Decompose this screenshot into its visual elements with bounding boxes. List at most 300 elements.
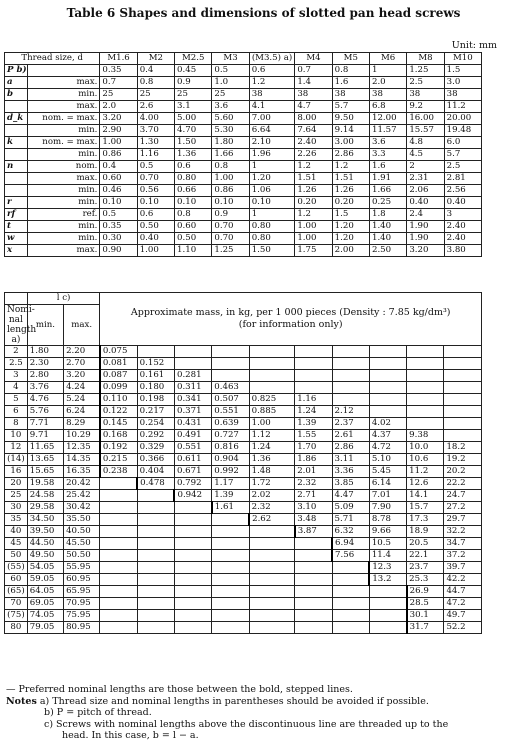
dimension-value: 1.6: [332, 77, 369, 89]
dimension-row: [5, 233, 482, 245]
length-max: 2.20: [64, 346, 100, 358]
dimension-value: 1.26: [295, 185, 332, 197]
length-row: [5, 514, 482, 526]
mass-value: [249, 562, 295, 574]
mass-value: 2.62: [249, 514, 295, 526]
mass-value: 2.02: [249, 490, 295, 502]
dimension-value: 6.64: [249, 125, 295, 137]
length-max: 50.50: [64, 550, 100, 562]
mass-value: 10.5: [369, 538, 406, 550]
mass-value: 7.90: [369, 502, 406, 514]
mass-value: 52.2: [444, 622, 482, 634]
mass-value: 15.7: [407, 502, 444, 514]
mass-value: [100, 502, 137, 514]
dimension-value: 16.00: [407, 113, 444, 125]
thread-size-header: M10: [444, 53, 481, 65]
mass-value: 1.36: [249, 454, 295, 466]
mass-value: 0.825: [249, 394, 295, 406]
mass-value: [407, 382, 444, 394]
length-row: [5, 466, 482, 478]
dimension-qualifier: max.: [27, 101, 100, 113]
length-max: 12.35: [64, 442, 100, 454]
nominal-length: 10: [5, 430, 28, 442]
mass-value: 7.01: [369, 490, 406, 502]
dimension-value: 0.10: [212, 197, 249, 209]
mass-value: 0.087: [100, 370, 137, 382]
dimension-value: 0.40: [407, 197, 444, 209]
dimension-value: 0.8: [332, 65, 369, 77]
thread-size-header: M6: [369, 53, 406, 65]
dimension-value: 1.51: [295, 173, 332, 185]
mass-value: [369, 370, 406, 382]
length-min: 79.05: [27, 622, 63, 634]
dimension-value: 0.40: [444, 197, 481, 209]
mass-value: 0.551: [212, 406, 249, 418]
dimension-value: 1: [249, 209, 295, 221]
dimension-value: 1.25: [407, 65, 444, 77]
mass-value: 1.16: [295, 394, 332, 406]
dimension-symbol: d_k: [5, 113, 28, 125]
length-max: 5.24: [64, 394, 100, 406]
dimension-value: 1: [369, 65, 406, 77]
mass-value: 1.17: [212, 478, 249, 490]
mass-value: 10.6: [407, 454, 444, 466]
mass-value: [369, 358, 406, 370]
mass-value: 0.671: [174, 466, 211, 478]
dimension-value: 9.14: [332, 125, 369, 137]
note-c2: head. In this case, b = l − a.: [62, 730, 199, 741]
nominal-length: 16: [5, 466, 28, 478]
dimension-qualifier: max.: [27, 77, 100, 89]
dimension-value: 1.36: [175, 149, 212, 161]
mass-value: [295, 610, 332, 622]
mass-value: [407, 406, 444, 418]
dimension-value: 5.7: [444, 149, 481, 161]
dimension-value: 0.20: [332, 197, 369, 209]
mass-value: 0.478: [137, 478, 174, 490]
mass-value: 0.217: [137, 406, 174, 418]
mass-value: [332, 394, 369, 406]
length-min: 24.58: [27, 490, 63, 502]
mass-value: 49.7: [444, 610, 482, 622]
dimension-value: 1.20: [332, 221, 369, 233]
mass-value: 22.1: [407, 550, 444, 562]
mass-value: [100, 538, 137, 550]
mass-value: [249, 346, 295, 358]
mass-value: [444, 358, 482, 370]
mass-value: [369, 586, 406, 598]
dimension-value: 5.60: [212, 113, 249, 125]
mass-value: 2.37: [332, 418, 369, 430]
length-max: 40.50: [64, 526, 100, 538]
nominal-length: 80: [5, 622, 28, 634]
mass-value: 0.341: [174, 394, 211, 406]
thread-size-header: M1.6: [100, 53, 137, 65]
mass-value: 47.2: [444, 598, 482, 610]
length-row: [5, 442, 482, 454]
mass-value: [369, 622, 406, 634]
dimension-value: 2.5: [444, 161, 481, 173]
mass-value: 0.180: [137, 382, 174, 394]
mass-value: 2.32: [295, 478, 332, 490]
dimension-value: 2.31: [407, 173, 444, 185]
dimension-value: 0.50: [137, 221, 174, 233]
mass-value: [295, 358, 332, 370]
mass-value: 0.281: [174, 370, 211, 382]
mass-value: 3.48: [295, 514, 332, 526]
thread-size-header: M8: [407, 53, 444, 65]
dimension-value: 0.10: [249, 197, 295, 209]
mass-value: 42.2: [444, 574, 482, 586]
mass-value: [295, 382, 332, 394]
dimension-value: 2.06: [407, 185, 444, 197]
nominal-length: 40: [5, 526, 28, 538]
mass-value: [100, 550, 137, 562]
mass-value: 3.85: [332, 478, 369, 490]
dimension-symbol: n: [5, 161, 28, 173]
mass-value: 0.551: [174, 442, 211, 454]
length-min: 39.50: [27, 526, 63, 538]
mass-value: [295, 622, 332, 634]
dimension-value: 0.56: [137, 185, 174, 197]
dimension-value: 1.16: [137, 149, 174, 161]
length-max: 60.95: [64, 574, 100, 586]
dimension-value: 1.2: [332, 161, 369, 173]
length-row: [5, 382, 482, 394]
mass-header-text: Approximate mass, in kg, per 1 000 pieces (Density : 7.85 kg/dm³): [130, 307, 451, 318]
mass-value: [174, 538, 211, 550]
mass-value: [137, 502, 174, 514]
mass-value: [332, 562, 369, 574]
dimension-value: 0.5: [212, 65, 249, 77]
mass-value: 0.311: [174, 382, 211, 394]
unit-label: Unit: mm: [451, 40, 497, 51]
nominal-length: 25: [5, 490, 28, 502]
dimension-value: 2.86: [332, 149, 369, 161]
nominal-length: 12: [5, 442, 28, 454]
mass-value: 0.404: [137, 466, 174, 478]
length-row: [5, 394, 482, 406]
mass-value: [137, 574, 174, 586]
mass-value: [137, 586, 174, 598]
length-min: 2.80: [27, 370, 63, 382]
mass-value: [174, 562, 211, 574]
dimension-value: 3.00: [332, 137, 369, 149]
dimension-value: 1.5: [332, 209, 369, 221]
mass-value: [295, 562, 332, 574]
nominal-length: 50: [5, 550, 28, 562]
nominal-length: (55): [5, 562, 28, 574]
mass-value: [332, 346, 369, 358]
length-max: 30.42: [64, 502, 100, 514]
dimension-value: 4.70: [175, 125, 212, 137]
mass-value: [407, 358, 444, 370]
dimension-value: 0.90: [100, 245, 137, 257]
dimension-value: 0.86: [100, 149, 137, 161]
dimension-value: 2.6: [137, 101, 174, 113]
mass-value: 0.431: [174, 418, 211, 430]
length-row: [5, 574, 482, 586]
mass-value: [249, 610, 295, 622]
mass-value: [100, 574, 137, 586]
mass-value: 0.639: [212, 418, 249, 430]
dimension-value: 3.6: [369, 137, 406, 149]
dimension-value: 1.00: [212, 173, 249, 185]
dimension-symbol: k: [5, 137, 28, 149]
dimension-qualifier: min.: [27, 233, 100, 245]
dimension-symbol: r: [5, 197, 28, 209]
mass-value: [174, 598, 211, 610]
mass-value: 0.727: [212, 430, 249, 442]
mass-value: 0.215: [100, 454, 137, 466]
length-min: 5.76: [27, 406, 63, 418]
dimension-value: 8.00: [295, 113, 332, 125]
mass-value: [137, 598, 174, 610]
dimension-value: 1.20: [332, 233, 369, 245]
mass-value: 0.992: [212, 466, 249, 478]
dimension-value: 0.70: [137, 173, 174, 185]
dimension-value: 2.00: [332, 245, 369, 257]
mass-value: 1.12: [249, 430, 295, 442]
mass-value: 0.122: [100, 406, 137, 418]
nominal-length-label: Nomi-nal length: [7, 305, 37, 335]
max-header: max.: [64, 305, 100, 346]
mass-value: 0.192: [100, 442, 137, 454]
mass-value: [332, 574, 369, 586]
dimension-value: 3.0: [444, 77, 481, 89]
mass-value: [174, 358, 211, 370]
length-min: 29.58: [27, 502, 63, 514]
mass-value: [137, 538, 174, 550]
mass-value: 31.7: [407, 622, 444, 634]
dimension-value: 0.20: [295, 197, 332, 209]
dimension-value: 0.60: [100, 173, 137, 185]
dimension-value: 25: [137, 89, 174, 101]
dimension-value: 0.86: [212, 185, 249, 197]
length-min: 74.05: [27, 610, 63, 622]
dimension-value: 1.0: [212, 77, 249, 89]
dimension-qualifier: min.: [27, 221, 100, 233]
note-b: b) P = pitch of thread.: [44, 707, 152, 718]
dimension-value: 3.80: [444, 245, 481, 257]
dimension-value: 0.45: [175, 65, 212, 77]
mass-value: 0.904: [212, 454, 249, 466]
dimension-qualifier: [27, 65, 100, 77]
dimension-value: 1.66: [212, 149, 249, 161]
length-max: 16.35: [64, 466, 100, 478]
mass-value: [369, 610, 406, 622]
nominal-length: 2.5: [5, 358, 28, 370]
dimension-value: 38: [249, 89, 295, 101]
mass-value: [369, 598, 406, 610]
dimension-value: 0.80: [249, 233, 295, 245]
mass-value: [444, 430, 482, 442]
mass-value: 1.39: [295, 418, 332, 430]
mass-value: [100, 562, 137, 574]
mass-value: [174, 502, 211, 514]
dimension-value: 0.35: [100, 65, 137, 77]
length-max: 75.95: [64, 610, 100, 622]
dimension-value: 1.8: [369, 209, 406, 221]
mass-value: [444, 406, 482, 418]
mass-value: 5.45: [369, 466, 406, 478]
mass-value: 19.2: [444, 454, 482, 466]
mass-value: 1.00: [249, 418, 295, 430]
mass-value: 4.02: [369, 418, 406, 430]
dimension-qualifier: min.: [27, 185, 100, 197]
dimension-value: 2: [407, 161, 444, 173]
mass-value: 44.7: [444, 586, 482, 598]
dimension-value: 1.20: [249, 173, 295, 185]
mass-value: [249, 622, 295, 634]
mass-value: [212, 586, 249, 598]
dimension-value: 1.91: [369, 173, 406, 185]
length-min: 13.65: [27, 454, 63, 466]
mass-value: 0.507: [212, 394, 249, 406]
dimension-value: 1.75: [295, 245, 332, 257]
mass-value: 18.2: [444, 442, 482, 454]
mass-value: 2.01: [295, 466, 332, 478]
mass-value: [444, 418, 482, 430]
mass-value: [174, 514, 211, 526]
mass-subheader-text: (for information only): [238, 319, 343, 330]
dimension-value: 1.30: [137, 137, 174, 149]
length-min: 15.65: [27, 466, 63, 478]
mass-value: 29.7: [444, 514, 482, 526]
dimension-value: 0.8: [175, 209, 212, 221]
mass-value: [444, 382, 482, 394]
mass-value: 2.12: [332, 406, 369, 418]
length-row: [5, 502, 482, 514]
length-row: [5, 622, 482, 634]
nominal-length: 35: [5, 514, 28, 526]
dimension-value: 1.40: [369, 233, 406, 245]
thread-size-header: M4: [295, 53, 332, 65]
dimension-value: 0.30: [100, 233, 137, 245]
mass-value: [137, 610, 174, 622]
dimension-value: 1.4: [295, 77, 332, 89]
mass-value: [249, 586, 295, 598]
mass-value: 1.70: [295, 442, 332, 454]
length-max: 2.70: [64, 358, 100, 370]
dimension-row: [5, 185, 482, 197]
nominal-length-header: [5, 305, 37, 346]
mass-value: 14.1: [407, 490, 444, 502]
dimension-value: 1.80: [212, 137, 249, 149]
mass-value: [100, 526, 137, 538]
mass-value: 3.11: [332, 454, 369, 466]
mass-value: 4.72: [369, 442, 406, 454]
mass-value: 39.7: [444, 562, 482, 574]
dimension-symbol: [5, 101, 28, 113]
dimension-value: 1.90: [407, 221, 444, 233]
length-row: [5, 418, 482, 430]
mass-value: 0.254: [137, 418, 174, 430]
dimension-qualifier: min.: [27, 89, 100, 101]
mass-value: 28.5: [407, 598, 444, 610]
dimension-value: 0.8: [137, 77, 174, 89]
mass-value: 11.4: [369, 550, 406, 562]
dimension-value: 1.6: [369, 161, 406, 173]
dimension-value: 1.66: [369, 185, 406, 197]
mass-value: 1.48: [249, 466, 295, 478]
nominal-length: 2: [5, 346, 28, 358]
dimension-value: 0.35: [100, 221, 137, 233]
dimension-row: [5, 125, 482, 137]
dimension-row: [5, 161, 482, 173]
nominal-length: 6: [5, 406, 28, 418]
dimension-qualifier: min.: [27, 149, 100, 161]
mass-value: 18.9: [407, 526, 444, 538]
length-max: 3.20: [64, 370, 100, 382]
dimension-value: 11.2: [444, 101, 481, 113]
dimension-row: [5, 209, 482, 221]
mass-value: [212, 346, 249, 358]
mass-value: 13.2: [369, 574, 406, 586]
dimension-value: 2.5: [407, 77, 444, 89]
dimension-value: 1.2: [249, 77, 295, 89]
length-min: 19.58: [27, 478, 63, 490]
mass-value: [137, 562, 174, 574]
dimension-symbol: rf: [5, 209, 28, 221]
mass-value: 6.14: [369, 478, 406, 490]
length-min: 69.05: [27, 598, 63, 610]
mass-value: 0.292: [137, 430, 174, 442]
mass-value: [332, 358, 369, 370]
nominal-length: 60: [5, 574, 28, 586]
length-max: 8.29: [64, 418, 100, 430]
mass-value: 0.161: [137, 370, 174, 382]
length-min: 49.50: [27, 550, 63, 562]
mass-value: [295, 550, 332, 562]
mass-value: [295, 370, 332, 382]
length-l-header: l c): [27, 293, 100, 305]
dimension-value: 2.90: [100, 125, 137, 137]
dimension-value: 2.40: [295, 137, 332, 149]
mass-value: 3.87: [295, 526, 332, 538]
mass-value: [249, 550, 295, 562]
dimension-symbol: a: [5, 77, 28, 89]
length-row: [5, 346, 482, 358]
dimension-value: 20.00: [444, 113, 481, 125]
mass-value: 5.10: [369, 454, 406, 466]
mass-value: [174, 622, 211, 634]
mass-value: 2.61: [332, 430, 369, 442]
dimension-value: 3.3: [369, 149, 406, 161]
length-max: 10.29: [64, 430, 100, 442]
dimension-value: 4.00: [137, 113, 174, 125]
mass-value: 1.72: [249, 478, 295, 490]
length-row: [5, 586, 482, 598]
mass-value: 10.0: [407, 442, 444, 454]
mass-value: [295, 346, 332, 358]
mass-value: [249, 598, 295, 610]
dimension-value: 1.2: [295, 209, 332, 221]
dimension-value: 2.56: [444, 185, 481, 197]
mass-value: 0.081: [100, 358, 137, 370]
dimension-value: 0.66: [175, 185, 212, 197]
dimension-qualifier: max.: [27, 173, 100, 185]
length-min: 34.50: [27, 514, 63, 526]
dimension-row: [5, 101, 482, 113]
mass-value: [212, 538, 249, 550]
dimension-value: 25: [100, 89, 137, 101]
length-min: 7.71: [27, 418, 63, 430]
dimension-value: 2.40: [444, 221, 481, 233]
length-row: [5, 550, 482, 562]
mass-value: 6.32: [332, 526, 369, 538]
mass-value: [249, 538, 295, 550]
